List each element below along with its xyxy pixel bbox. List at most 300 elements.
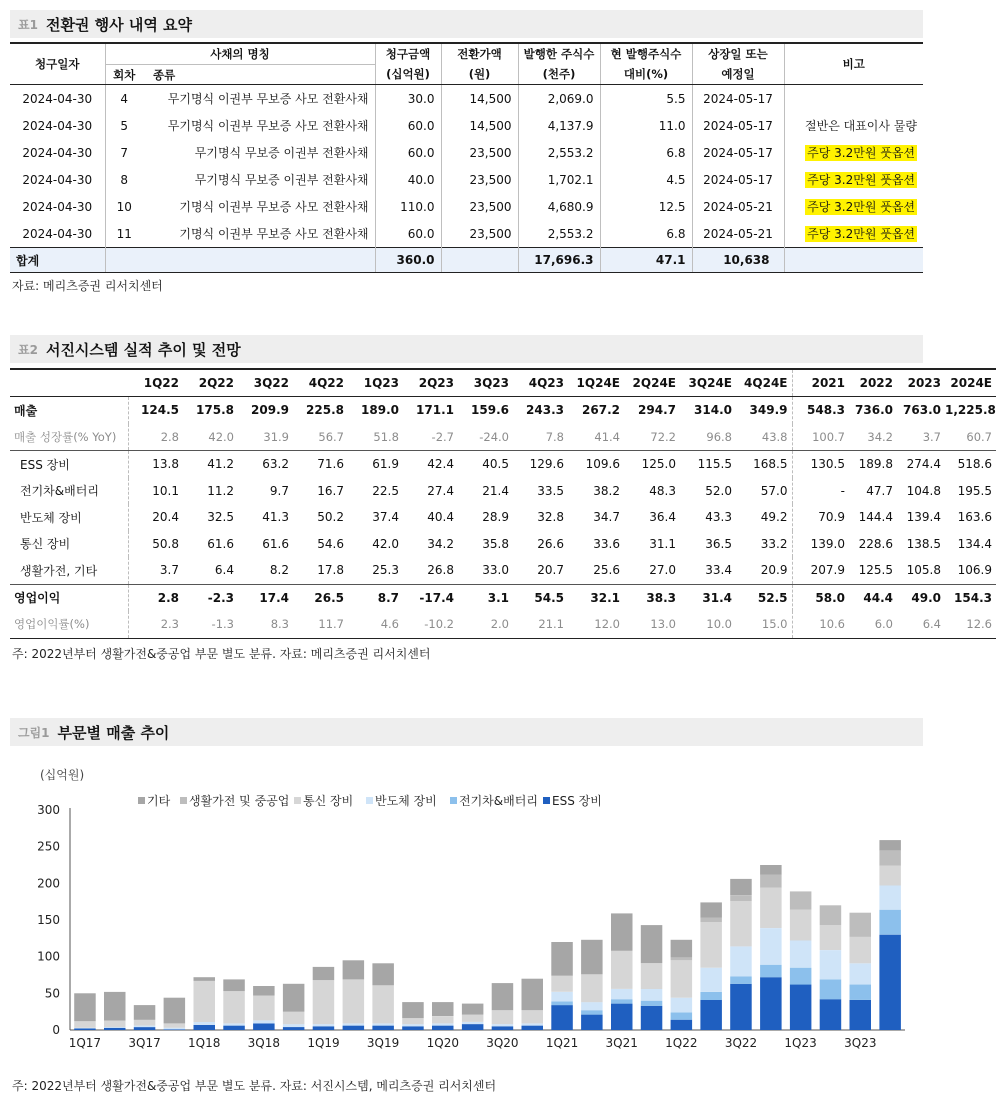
col-listing: 상장일 또는 [692,43,784,65]
x-tick-label: 3Q20 [486,1036,519,1050]
bar-segment [760,928,782,965]
bar-segment [432,1002,454,1016]
row-kind: 기명식 이권부 무보증 사모 전환사채 [143,220,375,248]
row-value: 27.4 [427,483,454,498]
row-value: 3.1 [458,584,513,611]
row-value: 44.4 [849,584,897,611]
col-amount: 청구금액 [375,43,441,65]
col-period: 2Q23 [403,369,458,397]
x-tick-label: 1Q17 [68,1036,102,1050]
row-amount: 40.0 [375,166,441,193]
row-value: 139.0 [810,536,845,551]
row-round: 7 [120,145,129,160]
row-value: 35.8 [482,536,509,551]
row-value: 21.4 [482,483,509,498]
row-amount: 30.0 [375,85,441,113]
col-shares: 발행한 주식수 [518,43,600,65]
bar-segment [790,910,812,941]
earnings-row [10,424,996,451]
row-value: 49.2 [736,504,792,531]
row-value: 115.5 [680,451,736,478]
bar-segment [850,985,872,1000]
bar-segment [730,895,752,901]
row-value: 61.6 [262,536,289,551]
row-value: 25.3 [348,557,403,584]
col-period: 3Q23 [458,369,513,397]
row-value: 10.1 [152,483,179,498]
row-value: 41.2 [183,451,238,478]
row-value: 130.5 [792,451,849,478]
x-tick-label: 3Q21 [605,1036,638,1050]
row-value: -2.7 [403,424,458,451]
row-listing: 2024-05-21 [692,193,784,220]
bar-segment [164,998,186,1024]
row-ratio: 4.5 [600,166,692,193]
bar-segment [850,913,872,937]
bar-segment [223,979,245,991]
row-value: 6.0 [849,611,897,638]
row-value: 38.2 [593,483,620,498]
legend-label: 기타 [147,794,171,808]
bar-segment [611,1004,633,1030]
row-ratio: 11.0 [600,112,692,139]
row-value: 41.3 [262,510,289,525]
row-value: 27.0 [624,557,680,584]
bar-segment [313,967,335,980]
x-tick-label: 1Q20 [426,1036,459,1050]
row-value: 10.0 [680,611,736,638]
bar-segment [343,1023,365,1025]
bar-segment [581,1010,603,1014]
col-period: 2021 [792,369,849,397]
bar-segment [700,902,722,917]
row-shares: 2,553.2 [518,139,600,166]
row-label: 전기차&배터리 [10,478,128,505]
col-round: 회차 [105,65,143,85]
row-value: 50.8 [152,536,179,551]
row-value: 228.6 [858,536,893,551]
bar-segment [850,1000,872,1030]
row-value: 57.0 [736,478,792,505]
col-period: 1Q23 [348,369,403,397]
row-price: 14,500 [441,112,518,139]
col-period: 4Q22 [293,369,348,397]
row-value: 32.8 [537,510,564,525]
row-value: 12.0 [568,611,624,638]
row-value: 54.5 [513,584,568,611]
bar-segment [492,1024,514,1026]
bar-segment [760,875,782,888]
total-ratio: 47.1 [600,248,692,273]
legend-label: 반도체 장비 [375,794,437,808]
row-label: 반도체 장비 [10,504,128,531]
bar-segment [372,963,394,985]
bar-segment [134,1027,156,1030]
row-kind: 무기명식 이권부 무보증 사모 전환사채 [143,112,375,139]
bar-segment [253,1021,275,1024]
row-date: 2024-04-30 [10,166,105,193]
table1-title: 전환권 행사 내역 요약 [45,15,193,34]
bar-segment [164,1029,186,1030]
row-price: 23,500 [441,139,518,166]
bar-segment [194,1025,216,1030]
row-value: 42.0 [183,424,238,451]
bar-segment [283,984,305,1012]
row-value: 168.5 [736,451,792,478]
row-value: 209.9 [251,403,289,418]
x-tick-label: 3Q18 [247,1036,280,1050]
row-value: 2.8 [128,424,183,451]
y-tick-label: 200 [37,876,60,891]
x-tick-label: 1Q18 [188,1036,221,1050]
bar-segment [850,963,872,984]
bar-segment [641,1001,663,1006]
row-note-text: 절반은 대표이사 물량 [805,119,917,133]
bar-segment [671,1020,693,1030]
row-value: 26.6 [537,536,564,551]
row-value: 10.6 [792,611,849,638]
row-value: 61.9 [348,451,403,478]
bar-segment [223,1026,245,1030]
row-value: 4.6 [348,611,403,638]
figure1-title-bar [10,718,923,746]
bar-segment [760,977,782,1030]
row-value: 31.9 [238,424,293,451]
bar-segment [790,985,812,1031]
bar-segment [820,979,842,999]
bar-segment [223,1023,245,1025]
row-value: 28.9 [482,510,509,525]
conversion-row [10,220,923,248]
table1-source: 자료: 메리츠증권 리서치센터 [12,279,163,293]
table1-tag: 표1 [18,17,38,32]
row-value: 518.6 [945,451,996,478]
col-period: 2023 [897,369,945,397]
row-round: 4 [120,91,129,106]
bar-segment [134,1026,156,1028]
row-value: 1,225.8 [945,403,996,418]
bar-segment [611,999,633,1003]
x-tick-label: 1Q21 [545,1036,579,1050]
bar-segment [462,1015,484,1022]
row-label: 매출 [10,397,128,424]
col-ratio: 현 발행주식수 [600,43,692,65]
row-value: 60.7 [945,424,996,451]
legend-swatch [180,797,187,804]
row-value: 13.8 [128,451,183,478]
bar-segment [372,985,394,1023]
row-value: 274.4 [897,451,945,478]
row-value: 52.5 [736,584,792,611]
row-value: 100.7 [792,424,849,451]
row-value: 7.8 [513,424,568,451]
row-value: 32.1 [568,584,624,611]
row-value: 124.5 [141,403,179,418]
bar-segment [641,1006,663,1030]
row-value: 267.2 [582,403,620,418]
bar-segment [820,999,842,1030]
bar-segment [641,925,663,963]
col-period: 1Q24E [568,369,624,397]
bar-segment [283,1024,305,1027]
row-value: 33.6 [593,536,620,551]
total-amount: 360.0 [375,248,441,273]
row-value: 163.6 [957,510,992,525]
bar-segment [74,993,96,1021]
row-date: 2024-04-30 [10,139,105,166]
row-value: 52.0 [705,483,732,498]
bar-segment [671,998,693,1013]
row-value: 189.0 [361,403,399,418]
bar-segment [313,1024,335,1026]
bar-segment [820,905,842,925]
bar-segment [372,1026,394,1030]
bar-segment [730,946,752,976]
row-price: 23,500 [441,193,518,220]
bar-segment [74,1028,96,1029]
row-value: 8.2 [238,557,293,584]
row-value: -2.3 [183,584,238,611]
bar-segment [641,989,663,1001]
y-tick-label: 50 [44,986,60,1001]
bar-segment [850,937,872,963]
row-note [784,85,923,113]
row-value: 171.1 [416,403,454,418]
row-value: 42.0 [372,536,399,551]
y-tick-label: 100 [37,949,60,964]
legend-label: 전기차&배터리 [459,794,538,808]
x-tick-label: 3Q19 [366,1036,400,1050]
row-value: 22.5 [372,483,399,498]
row-value: 96.8 [680,424,736,451]
conversion-row [10,85,923,113]
legend-swatch [294,797,301,804]
row-round: 5 [120,118,129,133]
bar-segment [790,968,812,985]
figure1-note: 주: 2022년부터 생활가전&중공업 부문 별도 분류. 자료: 서진시스템, 메리츠증권 리서치센터 [12,1079,497,1093]
row-value: 159.6 [471,403,509,418]
bar-segment [611,989,633,999]
bar-segment [522,1010,544,1023]
row-value: 189.8 [849,451,897,478]
bar-segment [790,891,812,909]
row-value: 349.9 [736,397,792,424]
row-value: 139.4 [906,510,941,525]
row-note [784,139,923,166]
bar-segment [879,866,901,886]
row-amount: 110.0 [375,193,441,220]
row-value: 109.6 [568,451,624,478]
bar-segment [462,1022,484,1024]
earnings-row [10,531,996,558]
legend-swatch [543,797,550,804]
row-value: 31.1 [649,536,676,551]
row-value: -1.3 [183,611,238,638]
bar-segment [402,1026,424,1030]
earnings-row [10,584,996,611]
row-value: 125.0 [624,451,680,478]
bar-segment [74,1029,96,1031]
bar-segment [492,1010,514,1024]
bar-segment [730,901,752,947]
row-label: 통신 장비 [10,531,128,558]
row-value: 33.4 [680,557,736,584]
bar-segment [730,879,752,895]
row-amount: 60.0 [375,220,441,248]
col-period: 2Q22 [183,369,238,397]
legend-swatch [366,797,373,804]
row-value: 20.9 [736,557,792,584]
bar-segment [820,925,842,950]
bar-segment [760,888,782,928]
bar-segment [730,984,752,1030]
bar-segment [194,977,216,981]
row-note [784,220,923,248]
bar-segment [313,980,335,1024]
row-value: 134.4 [957,536,992,551]
row-value: 736.0 [855,403,893,418]
row-value: 20.7 [513,557,568,584]
row-value: 154.3 [945,584,996,611]
put-option-highlight: 주당 3.2만원 풋옵션 [807,227,915,241]
row-value: 6.4 [897,611,945,638]
row-value: -24.0 [458,424,513,451]
bar-segment [879,886,901,910]
col-listing2: 예정일 [692,65,784,85]
bar-segment [492,1026,514,1030]
bar-segment [551,1001,573,1005]
legend-label: ESS 장비 [552,794,602,808]
row-value: 104.8 [906,483,941,498]
row-value: 3.7 [897,424,945,451]
row-value: 34.7 [593,510,620,525]
row-round: 11 [116,226,132,241]
earnings-row [10,504,996,531]
row-value: 38.3 [624,584,680,611]
x-tick-label: 3Q22 [724,1036,758,1050]
row-shares: 2,069.0 [518,85,600,113]
row-ratio: 12.5 [600,193,692,220]
row-shares: 4,137.9 [518,112,600,139]
col-price-unit: (원) [441,65,518,85]
row-value: 34.2 [427,536,454,551]
bar-segment [671,1012,693,1019]
bar-segment [223,991,245,1023]
row-value: 763.0 [903,403,941,418]
row-value: 9.7 [269,483,289,498]
earnings-row [10,557,996,584]
row-value: 58.0 [792,584,849,611]
put-option-highlight: 주당 3.2만원 풋옵션 [807,200,915,214]
bar-segment [522,1026,544,1030]
conversion-row [10,139,923,166]
row-date: 2024-04-30 [10,193,105,220]
bar-segment [790,941,812,968]
row-value: 8.3 [238,611,293,638]
row-value: 15.0 [736,611,792,638]
row-value: 17.4 [238,584,293,611]
bar-segment [402,1024,424,1026]
bar-segment [879,910,901,935]
bar-segment [730,977,752,984]
conversion-row [10,166,923,193]
bar-segment [283,1012,305,1024]
bar-segment [581,1015,603,1030]
bar-segment [74,1021,96,1028]
legend-label: 생활가전 및 중공업 [189,794,290,808]
row-date: 2024-04-30 [10,220,105,248]
row-price: 23,500 [441,220,518,248]
row-amount: 60.0 [375,139,441,166]
row-value: 51.8 [348,424,403,451]
row-value: 37.4 [372,510,399,525]
row-kind: 무기명식 무보증 이권부 전환사채 [143,139,375,166]
put-option-highlight: 주당 3.2만원 풋옵션 [807,146,915,160]
row-label: 매출 성장률(% YoY) [10,424,128,451]
row-note [784,193,923,220]
row-value: 54.6 [317,536,344,551]
row-value: 3.7 [128,557,183,584]
bar-segment [253,1023,275,1030]
row-label: 영업이익률(%) [10,611,128,638]
row-value: 20.4 [152,510,179,525]
row-value: 175.8 [196,403,234,418]
row-value: 207.9 [792,557,849,584]
col-ratio-unit: 대비(%) [600,65,692,85]
col-period: 2024E [945,369,996,397]
bar-segment [104,1027,126,1028]
bar-segment [134,1005,156,1020]
col-period: 2022 [849,369,897,397]
bar-segment [253,986,275,996]
table2-note: 주: 2022년부터 생활가전&중공업 부문 별도 분류. 자료: 메리츠증권 리서치센터 [12,647,431,661]
row-listing: 2024-05-21 [692,220,784,248]
bar-segment [700,968,722,992]
row-value: 70.9 [818,510,845,525]
row-value: 548.3 [807,403,845,418]
row-shares: 2,553.2 [518,220,600,248]
table1-title-bar [10,10,923,38]
bar-segment [522,979,544,1011]
bar-segment [820,950,842,979]
row-ratio: 6.8 [600,220,692,248]
row-value: 72.2 [624,424,680,451]
col-period: 3Q22 [238,369,293,397]
row-value: 43.8 [736,424,792,451]
bar-segment [522,1023,544,1025]
row-value: 31.4 [680,584,736,611]
row-value: 33.2 [736,531,792,558]
earnings-row [10,611,996,638]
col-period: 2Q24E [624,369,680,397]
col-note: 비고 [784,43,923,85]
row-listing: 2024-05-17 [692,166,784,193]
total-shares: 17,696.3 [518,248,600,273]
row-value: 40.5 [458,451,513,478]
bar-segment [551,976,573,992]
bar-segment [343,979,365,1023]
row-value: 2.3 [128,611,183,638]
row-value: 129.6 [513,451,568,478]
bar-segment [432,1023,454,1025]
row-value: 106.9 [945,557,996,584]
col-label-empty [10,369,128,397]
bar-segment [104,992,126,1021]
col-period: 4Q24E [736,369,792,397]
legend-swatch [138,797,145,804]
row-value: 195.5 [957,483,992,498]
row-value: 144.4 [858,510,893,525]
